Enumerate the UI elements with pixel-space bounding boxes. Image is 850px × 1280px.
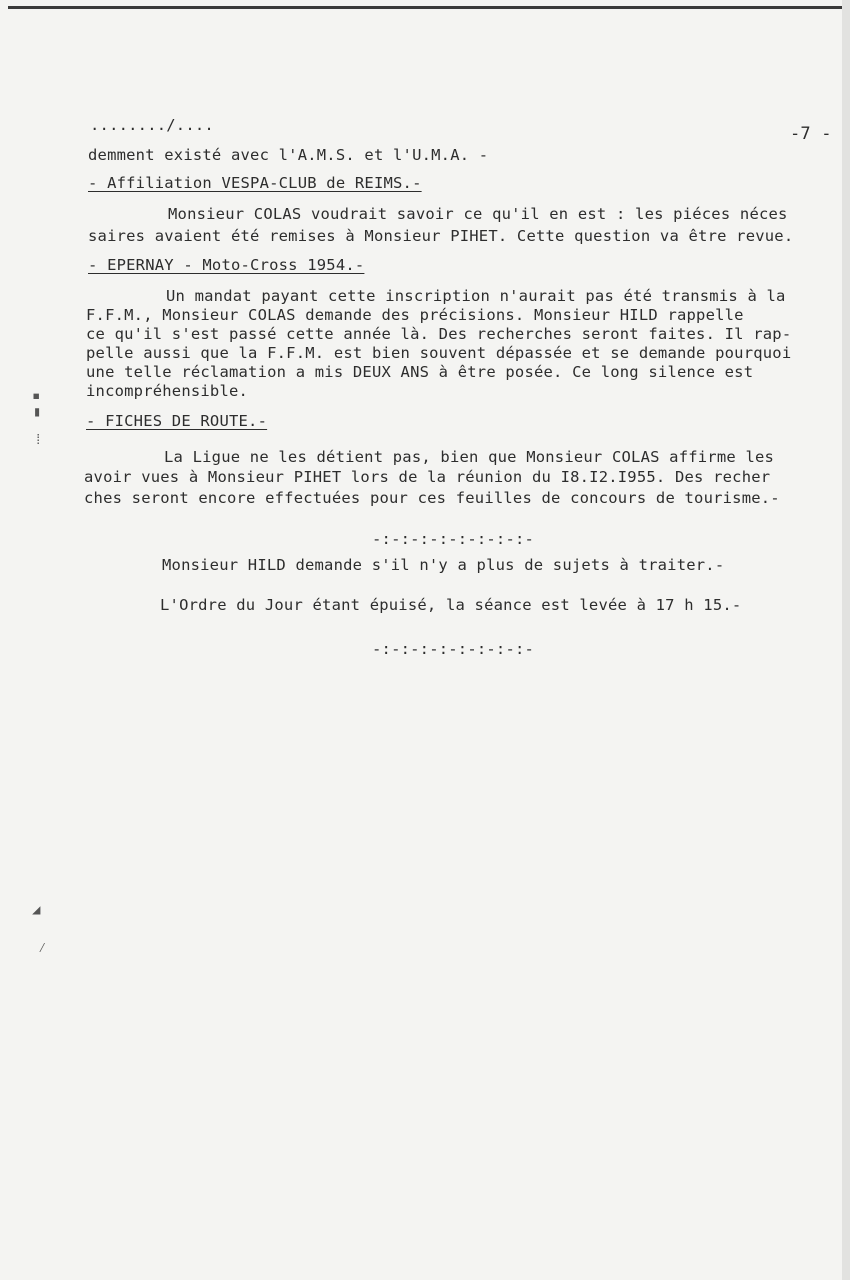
paragraph-line: saires avaient été remises à Monsieur PIHET. Cette question va être revue. <box>88 227 794 245</box>
section-heading-fiches: - FICHES DE ROUTE.- <box>86 412 268 430</box>
margin-speck: ▮ <box>33 404 42 420</box>
margin-speck: ⁄ <box>38 940 47 956</box>
continuation-mark: ......../.... <box>90 116 214 134</box>
paragraph-line: pelle aussi que la F.F.M. est bien souvent dépassée et se demande pourquoi <box>86 344 792 362</box>
separator: -:-:-:-:-:-:-:-:- <box>372 640 535 658</box>
paragraph-line: avoir vues à Monsieur PIHET lors de la réunion du I8.I2.I955. Des recher <box>84 468 771 486</box>
page-edge-shadow <box>842 0 850 1280</box>
section-heading-vespa: - Affiliation VESPA-CLUB de REIMS.- <box>88 174 422 192</box>
margin-speck: ⁞ <box>34 432 43 448</box>
margin-speck: ◢ <box>32 902 41 918</box>
paragraph-line: une telle réclamation a mis DEUX ANS à être posée. Ce long silence est <box>86 363 754 381</box>
separator: -:-:-:-:-:-:-:-:- <box>372 530 535 548</box>
paragraph-line: Un mandat payant cette inscription n'aurait pas été transmis à la <box>166 287 786 305</box>
closing-line: L'Ordre du Jour étant épuisé, la séance est levée à 17 h 15.- <box>160 596 742 614</box>
closing-line: Monsieur HILD demande s'il n'y a plus de sujets à traiter.- <box>162 556 725 574</box>
section-heading-epernay: - EPERNAY - Moto-Cross 1954.- <box>88 256 365 274</box>
paragraph-line: La Ligue ne les détient pas, bien que Monsieur COLAS affirme les <box>164 448 775 466</box>
intro-line: demment existé avec l'A.M.S. et l'U.M.A. - <box>88 146 489 164</box>
paragraph-line: ce qu'il s'est passé cette année là. Des recherches seront faites. Il rap- <box>86 325 792 343</box>
page-number: -7 - <box>790 124 832 144</box>
paragraph-line: Monsieur COLAS voudrait savoir ce qu'il en est : les piéces néces <box>168 205 788 223</box>
margin-speck: ▪ <box>32 388 41 404</box>
paragraph-line: incompréhensible. <box>86 382 249 400</box>
page-edge <box>8 6 844 9</box>
paragraph-line: ches seront encore effectuées pour ces feuilles de concours de tourisme.- <box>84 489 780 507</box>
paragraph-line: F.F.M., Monsieur COLAS demande des précisions. Monsieur HILD rappelle <box>86 306 744 324</box>
